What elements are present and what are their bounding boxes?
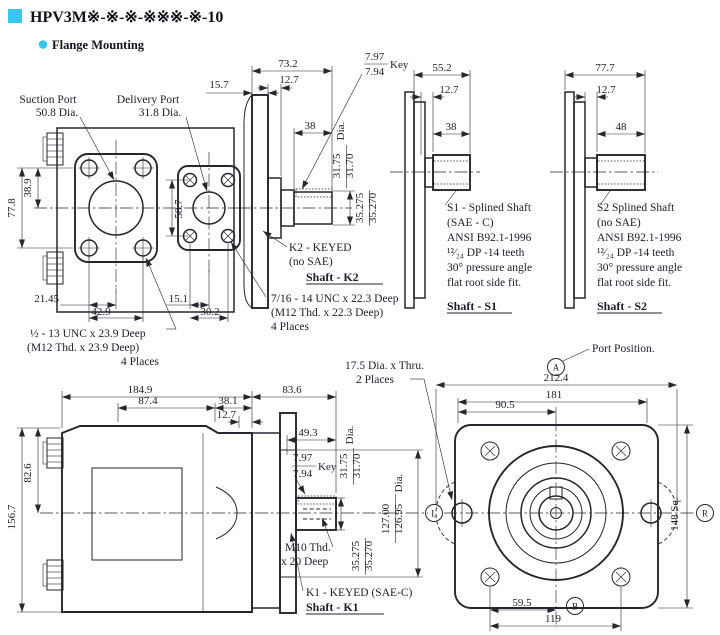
left-fitting-bottom [43,252,63,284]
dim-38-1: 38.1 [218,395,238,407]
k2-note-line2: (M12 Thd. x 22.3 Deep) [271,307,384,319]
s1-label-line4: ¹²⁄₂₄ DP -14 teeth [447,247,525,259]
k2-label-line1: K2 - KEYED [289,242,352,254]
k2-key-lower: 7.94 [365,66,385,78]
shaft-s1-view [390,62,532,313]
rear-view [426,343,714,631]
s1-labels [445,191,532,313]
k1-body-outline [62,426,252,612]
dim-184-9: 184.9 [127,384,153,396]
s2-flange-plate1 [565,92,574,308]
position-a-letter: A [552,362,560,373]
dim-12-7-k1: 12.7 [216,409,236,421]
dim-212-4: 212.4 [543,372,569,384]
shaft-s2-view [550,62,682,313]
s2-label-line4: ¹²⁄₂₄ DP -14 teeth [597,247,675,259]
k1-thread-line1: M10 Thd. [285,542,331,554]
front-note-line3: 4 Places [121,356,160,368]
dim-15-1: 15.1 [168,293,188,305]
rear-corner-bolts [481,442,630,586]
k1-pilot-dia-word: Dia. [393,473,405,493]
k1-dia-lower: 31.70 [351,453,363,479]
k2-dia-lower: 31.70 [344,153,356,179]
dim-12-7-s2: 12.7 [596,84,616,96]
dim-77-8: 77.8 [6,198,18,218]
front-note-line1: ½ - 13 UNC x 23.9 Deep [30,328,146,340]
suction-port-label: Suction Port [19,94,77,106]
s1-label-line6: flat root side fit. [447,277,522,289]
s2-label-line2: (no SAE) [597,217,641,229]
s1-label-line1: S1 - Splined Shaft [447,202,532,214]
dim-90-5: 90.5 [495,399,515,411]
page-header [8,9,223,52]
dim-38-k2: 38 [304,120,316,132]
dim-55-2: 55.2 [432,62,452,74]
s1-boss [425,158,433,187]
dim-58-7: 58.7 [173,199,185,219]
k1-journal-lower: 35.270 [363,540,375,572]
k1-key-word: Key [318,461,337,473]
k2-label-line2: (no SAE) [289,256,333,268]
k1-fitting-bottom [43,560,63,590]
port-position-label: Port Position. [592,343,655,355]
section-bullet-square [8,9,22,23]
dim-73-2: 73.2 [278,58,298,70]
s2-label-line3: ANSI B92.1-1996 [597,232,682,244]
k1-fitting-top [43,438,63,468]
s1-spline [433,155,470,190]
k1-label: K1 - KEYED (SAE-C) [306,587,413,599]
s2-label-line5: 30° pressure angle [597,262,683,274]
s2-shaft-title: Shaft - S2 [597,299,648,313]
dim-12-7-k2: 12.7 [279,74,299,86]
dim-156-7: 156.7 [6,504,18,530]
k1-head-block [252,433,280,608]
k1-labels [281,360,452,614]
k2-dia-word: Dia. [335,121,347,141]
k1-dia-upper: 31.75 [338,453,350,479]
k1-key-lower: 7.94 [293,468,313,480]
k2-note-line1: 7/16 - 14 UNC x 22.3 Deep [271,293,399,305]
s2-label-line6: flat root side fit. [597,277,672,289]
dim-83-6: 83.6 [282,384,302,396]
rear-dimensions [436,372,693,631]
dim-87-4: 87.4 [138,395,158,407]
dim-15-7: 15.7 [209,79,229,91]
s2-flange-plate2 [574,102,585,298]
k1-shaft-title: Shaft - K1 [306,600,359,614]
side-view-k1 [6,360,452,614]
s1-flange-plate2 [414,102,425,298]
front-note-line2: (M12 Thd. x 23.9 Deep) [27,342,140,354]
dim-181: 181 [545,389,563,401]
subsection-title: Flange Mounting [52,38,145,52]
k2-key-upper: 7.97 [365,51,385,63]
thru-note-line2: 2 Places [356,374,395,386]
dim-42-9: 42.9 [91,306,111,318]
k2-note-line3: 4 Places [271,321,310,333]
k1-key-upper: 7.97 [293,452,313,464]
dim-21-45: 21.45 [34,293,59,305]
dim-38-s1: 38 [445,121,457,133]
k2-key-word: Key [390,59,409,71]
k2-shaft-title: Shaft - K2 [306,270,359,284]
position-l-letter: L [431,508,437,519]
delivery-port-label: Delivery Port [116,94,180,106]
k2-key [296,189,332,197]
dim-48: 48 [615,121,627,133]
subsection-bullet-dot [39,40,48,49]
s2-dimensions [565,62,645,155]
s1-label-line3: ANSI B92.1-1996 [447,232,532,244]
dim-82-6: 82.6 [22,463,34,483]
page-title: HPV3M※-※-※-※※※-※-10 [30,9,224,26]
dim-119: 119 [544,613,562,625]
k2-journal-upper: 35.275 [354,192,366,224]
k2-dimensions [206,51,409,226]
position-b-letter: B [571,601,579,612]
k1-shaft [296,498,336,530]
dim-77-7: 77.7 [595,62,615,74]
dim-59-5: 59.5 [512,597,532,609]
k1-dimensions [6,384,423,612]
shaft-k2-view [206,51,409,333]
k1-pilot-upper: 127.00 [380,503,392,535]
k2-journal-lower: 35.270 [367,192,379,224]
front-view-dimensions [6,168,228,322]
dim-148-sq: 148 Sq. [669,497,681,531]
dim-49-3: 49.3 [298,427,318,439]
s2-label-line1: S2 Splined Shaft [597,202,675,214]
s2-labels [597,191,682,313]
delivery-port-dia-label: 31.8 Dia. [138,107,182,119]
k1-dia-word: Dia. [344,425,356,445]
s1-shaft-title: Shaft - S1 [447,299,498,313]
dim-12-7-s1: 12.7 [439,84,459,96]
s1-label-line5: 30° pressure angle [447,262,533,274]
k2-flange-plate [252,95,268,308]
front-view [6,94,246,368]
k2-body-silhouette [244,95,252,308]
s1-flange-plate1 [405,92,414,308]
k1-pilot-lower: 126.95 [393,503,405,535]
k1-thread-line2: x 20 Deep [281,556,329,568]
position-r-letter: R [701,508,709,519]
s2-boss [585,158,597,187]
port-position-callout [426,343,714,615]
k1-body-window [92,468,182,560]
suction-port-dia-label: 50.8 Dia. [35,107,79,119]
dim-30-2: 30.2 [200,306,220,318]
thru-note-line1: 17.5 Dia. x Thru. [345,360,425,372]
s2-spline [597,155,645,190]
s1-dimensions [410,62,470,155]
dim-38-9: 38.9 [22,178,34,198]
left-fitting-top [43,133,63,165]
k2-labels [231,231,399,333]
s1-label-line2: (SAE - C) [447,217,494,229]
k1-journal-upper: 35.275 [350,540,362,572]
k2-dia-upper: 31.75 [331,153,343,179]
